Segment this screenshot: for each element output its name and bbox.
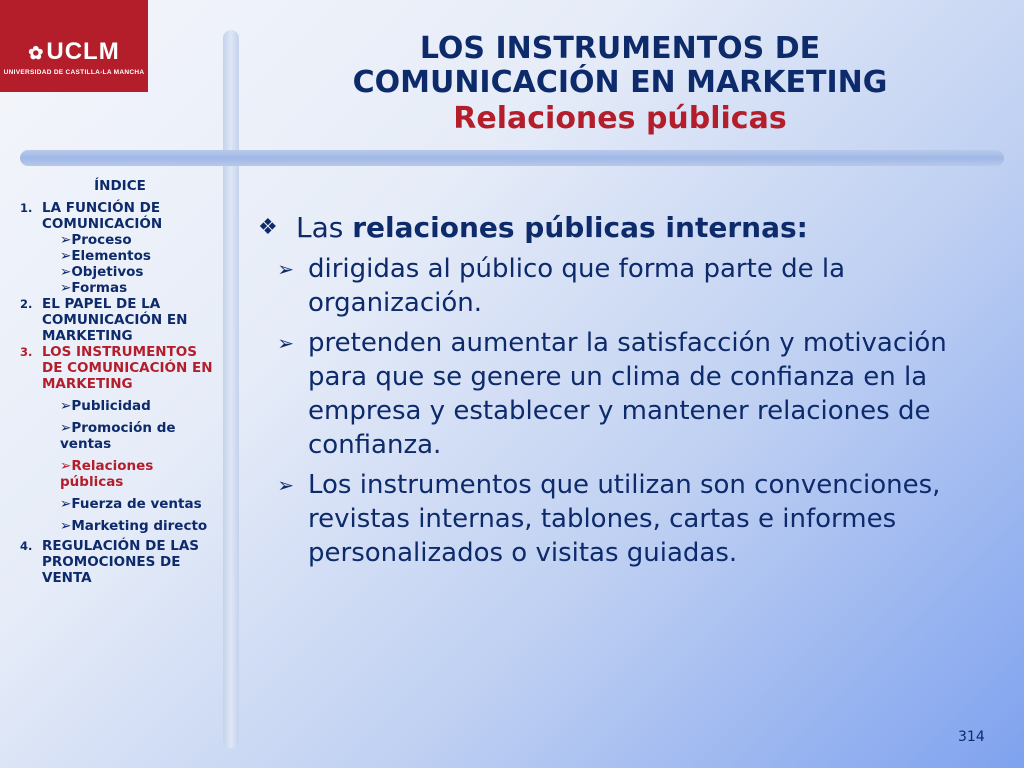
index-sub-item[interactable]: ➢Objetivos [60, 264, 144, 280]
bullet-item [258, 252, 978, 320]
arrow-icon: ➢ [60, 496, 72, 512]
title-line-2: COMUNICACIÓN EN MARKETING [352, 65, 888, 100]
arrow-icon: ➢ [60, 232, 72, 248]
horizontal-divider [20, 150, 1004, 166]
index-section-4[interactable] [20, 538, 220, 586]
section-number: 1. [20, 201, 33, 215]
index-section-2[interactable] [20, 296, 220, 344]
arrow-icon: ➢ [60, 420, 72, 436]
arrow-icon: ➢ [60, 518, 72, 534]
index-sidebar [20, 178, 220, 586]
vertical-divider [223, 30, 239, 748]
bullet-text: Los instrumentos que utilizan son convenciones, revistas internas, tablones, cartas e informes personalizados o visitas guiadas. [308, 470, 941, 568]
title-line-1: LOS INSTRUMENTOS DE [419, 31, 821, 66]
section-number: 2. [20, 297, 33, 311]
index-sub-item[interactable]: ➢Proceso [60, 232, 132, 248]
bullet-text: pretenden aumentar la satisfacción y motivación para que se genere un clima de confianza en la empresa y establecer y mantener relaciones de confianza. [308, 328, 947, 460]
index-sub-item[interactable]: ➢Marketing directo [60, 518, 208, 534]
arrow-bullet-icon: ➢ [277, 257, 294, 281]
diamond-bullet-icon: ❖ [258, 215, 278, 240]
index-sub-item[interactable]: ➢Promoción de ventas [60, 420, 176, 452]
section-number: 3. [20, 345, 33, 359]
index-sub-item[interactable]: ➢Formas [60, 280, 128, 296]
arrow-icon: ➢ [60, 264, 72, 280]
index-section-3[interactable] [20, 344, 220, 392]
index-title: ÍNDICE [94, 178, 146, 194]
bullet-item [258, 326, 978, 462]
slide-content [258, 210, 978, 570]
section-label: REGULACIÓN DE LAS PROMOCIONES DE VENTA [42, 538, 200, 586]
uclm-logo-mark: ✿UCLM [28, 38, 120, 65]
slide-title [250, 32, 990, 138]
content-heading: ❖ Las relaciones públicas internas: [258, 211, 808, 244]
index-sub-item[interactable]: ➢Fuerza de ventas [60, 496, 202, 512]
index-sub-item-active[interactable]: ➢Relaciones públicas [60, 458, 154, 490]
arrow-bullet-icon: ➢ [277, 331, 294, 355]
arrow-icon: ➢ [60, 248, 72, 264]
arrow-icon: ➢ [60, 280, 72, 296]
page-number: 314 [958, 729, 985, 745]
index-sub-item[interactable]: ➢Publicidad [60, 398, 151, 414]
arrow-bullet-icon: ➢ [277, 473, 294, 497]
section-label: LA FUNCIÓN DE COMUNICACIÓN [42, 200, 163, 232]
index-section-1[interactable] [20, 200, 220, 232]
bullet-item [258, 468, 978, 570]
arrow-icon: ➢ [60, 398, 72, 414]
title-subtitle: Relaciones públicas [453, 101, 787, 136]
index-sub-item[interactable]: ➢Elementos [60, 248, 151, 264]
bullet-text: dirigidas al público que forma parte de la organización. [308, 254, 845, 318]
section-number: 4. [20, 539, 33, 553]
uclm-emblem-icon: ✿ [28, 43, 45, 63]
uclm-logo-subtitle: UNIVERSIDAD DE CASTILLA-LA MANCHA [3, 69, 145, 76]
arrow-icon: ➢ [60, 458, 72, 474]
section-label: LOS INSTRUMENTOS DE COMUNICACIÓN EN MARKETING [42, 344, 213, 392]
uclm-logo [0, 0, 148, 92]
section-label: EL PAPEL DE LA COMUNICACIÓN EN MARKETING [42, 296, 188, 344]
